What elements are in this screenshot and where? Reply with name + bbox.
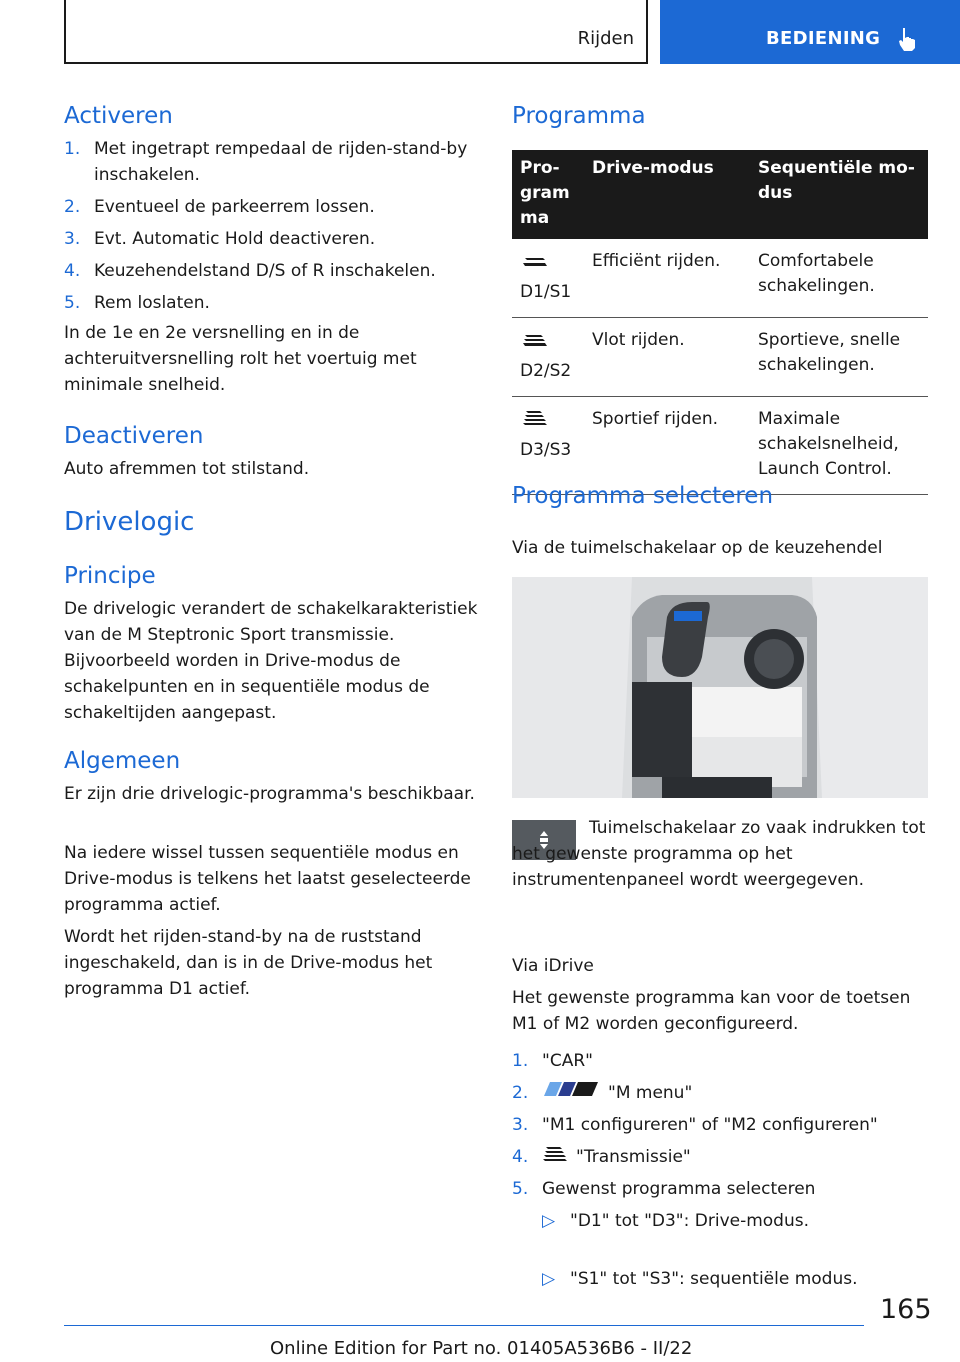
algemeen-text-2: Na iedere wissel tussen sequentiële modus en Drive-modus is telkens het laatst geselecteerde programma actief.	[64, 843, 471, 915]
step-text: Keuzehendelstand D/S of R inschakelen.	[94, 261, 436, 281]
drivelogic-3-icon	[522, 409, 576, 434]
drivelogic-heading: Drivelogic	[64, 507, 195, 537]
footer-divider	[64, 1325, 864, 1326]
step-number: 4.	[512, 1147, 529, 1167]
list-item	[64, 136, 476, 188]
program-label: D3/S3	[520, 440, 572, 460]
drivelogic-icon	[542, 1144, 568, 1170]
table-header-row	[512, 150, 928, 239]
step-text: Met ingetrapt rempedaal de rijden-stand-by inschakelen.	[94, 139, 468, 185]
list-item	[64, 194, 476, 220]
drivelogic-2-icon	[522, 330, 576, 355]
program-label: D1/S1	[520, 282, 572, 302]
principe-heading: Principe	[64, 563, 156, 589]
step-number: 5.	[64, 293, 81, 313]
page-number: 165	[880, 1294, 932, 1325]
programma-table	[512, 150, 928, 495]
list-item	[512, 1080, 932, 1106]
column-header-programma: Pro-gram ma	[512, 150, 584, 239]
column-header-sequential: Sequentiële mo-dus	[750, 150, 928, 239]
list-item	[64, 290, 476, 316]
step-text: Evt. Automatic Hold deactiveren.	[94, 229, 376, 249]
list-item	[64, 226, 476, 252]
activeren-note: In de 1e en 2e versnelling en in de achteruitversnelling rolt het voertuig met minimale snelheid.	[64, 323, 417, 395]
step-text: Eventueel de parkeerrem lossen.	[94, 197, 375, 217]
drivelogic-1-icon	[522, 251, 576, 276]
step-text: "Transmissie"	[576, 1147, 691, 1167]
principe-text: De drivelogic verandert de schakelkarakteristiek van de M Steptronic Sport transmissie. Bijvoorbeeld worden in Drive-modus de schakelpunten en in sequentiële modus de schakeltijden aangepast.	[64, 599, 478, 723]
step-text: "M menu"	[608, 1083, 693, 1103]
header-chapter-box	[64, 0, 648, 64]
algemeen-heading: Algemeen	[64, 748, 181, 774]
triangle-bullet-icon: ▷	[542, 1269, 556, 1289]
list-item	[512, 1208, 960, 1234]
activeren-heading: Activeren	[64, 103, 173, 129]
footer-edition: Online Edition for Part no. 01405A536B6 - II/22	[270, 1338, 693, 1359]
idrive-steps	[512, 1048, 932, 1202]
activeren-steps	[64, 136, 476, 316]
drive-cell: Efficiënt rijden.	[584, 239, 750, 318]
drive-cell: Sportief rijden.	[584, 397, 750, 495]
sequential-cell: Comfortabele schakelingen.	[750, 239, 928, 318]
program-cell	[512, 397, 584, 495]
program-cell	[512, 318, 584, 397]
table-row	[512, 318, 928, 397]
step-number: 5.	[512, 1179, 529, 1199]
list-item	[512, 1144, 932, 1170]
header-chapter: Rijden	[577, 28, 634, 49]
gear-selector-console-photo	[512, 577, 928, 798]
step-text: Gewenst programma selecteren	[542, 1179, 816, 1199]
programma-heading: Programma	[512, 103, 646, 129]
sequential-cell: Maximale schakelsnelheid, Launch Control.	[750, 397, 928, 495]
deactiveren-heading: Deactiveren	[64, 423, 204, 449]
step-text: "M1 configureren" of "M2 configureren"	[542, 1115, 878, 1135]
drive-cell: Vlot rijden.	[584, 318, 750, 397]
step-number: 2.	[512, 1083, 529, 1103]
list-item	[512, 1266, 960, 1292]
table-row	[512, 239, 928, 318]
selecteren-sub1: Via de tuimelschakelaar op de keuzehendel	[512, 538, 883, 558]
list-item	[64, 258, 476, 284]
program-label: D2/S2	[520, 361, 572, 381]
algemeen-text-3: Wordt het rijden-stand-by na de ruststand ingeschakeld, dan is in de Drive-modus het programma D1 actief.	[64, 927, 433, 999]
column-header-drive: Drive-modus	[584, 150, 750, 239]
step-number: 1.	[512, 1051, 529, 1071]
sequential-cell: Sportieve, snelle schakelingen.	[750, 318, 928, 397]
step-number: 4.	[64, 261, 81, 281]
header-section-box	[660, 0, 960, 64]
subitem-text: "S1" tot "S3": sequentiële modus.	[570, 1269, 858, 1289]
header-section: BEDIENING	[766, 28, 881, 49]
step-number: 2.	[64, 197, 81, 217]
m-logo-icon	[542, 1080, 600, 1106]
algemeen-text-1: Er zijn drie drivelogic-programma's beschikbaar.	[64, 784, 475, 804]
deactiveren-text: Auto afremmen tot stilstand.	[64, 459, 310, 479]
idrive-text: Het gewenste programma kan voor de toetsen M1 of M2 worden geconfigureerd.	[512, 988, 911, 1034]
list-item	[512, 1112, 932, 1138]
program-cell	[512, 239, 584, 318]
step-text: "CAR"	[542, 1051, 593, 1071]
triangle-bullet-icon: ▷	[542, 1211, 556, 1231]
step-number: 1.	[64, 139, 81, 159]
step-number: 3.	[64, 229, 81, 249]
subitem-text: "D1" tot "D3": Drive-modus.	[570, 1211, 810, 1231]
selecteren-heading: Programma selecteren	[512, 483, 774, 509]
step-number: 3.	[512, 1115, 529, 1135]
pointing-hand-icon	[896, 26, 920, 60]
rocker-text: Tuimelschakelaar zo vaak indrukken tot het gewenste programma op het instrumentenpaneel wordt weergegeven.	[512, 818, 926, 890]
table-row	[512, 397, 928, 495]
selecteren-sub2: Via iDrive	[512, 956, 594, 976]
list-item	[512, 1048, 932, 1074]
list-item	[512, 1176, 932, 1202]
step-text: Rem loslaten.	[94, 293, 210, 313]
